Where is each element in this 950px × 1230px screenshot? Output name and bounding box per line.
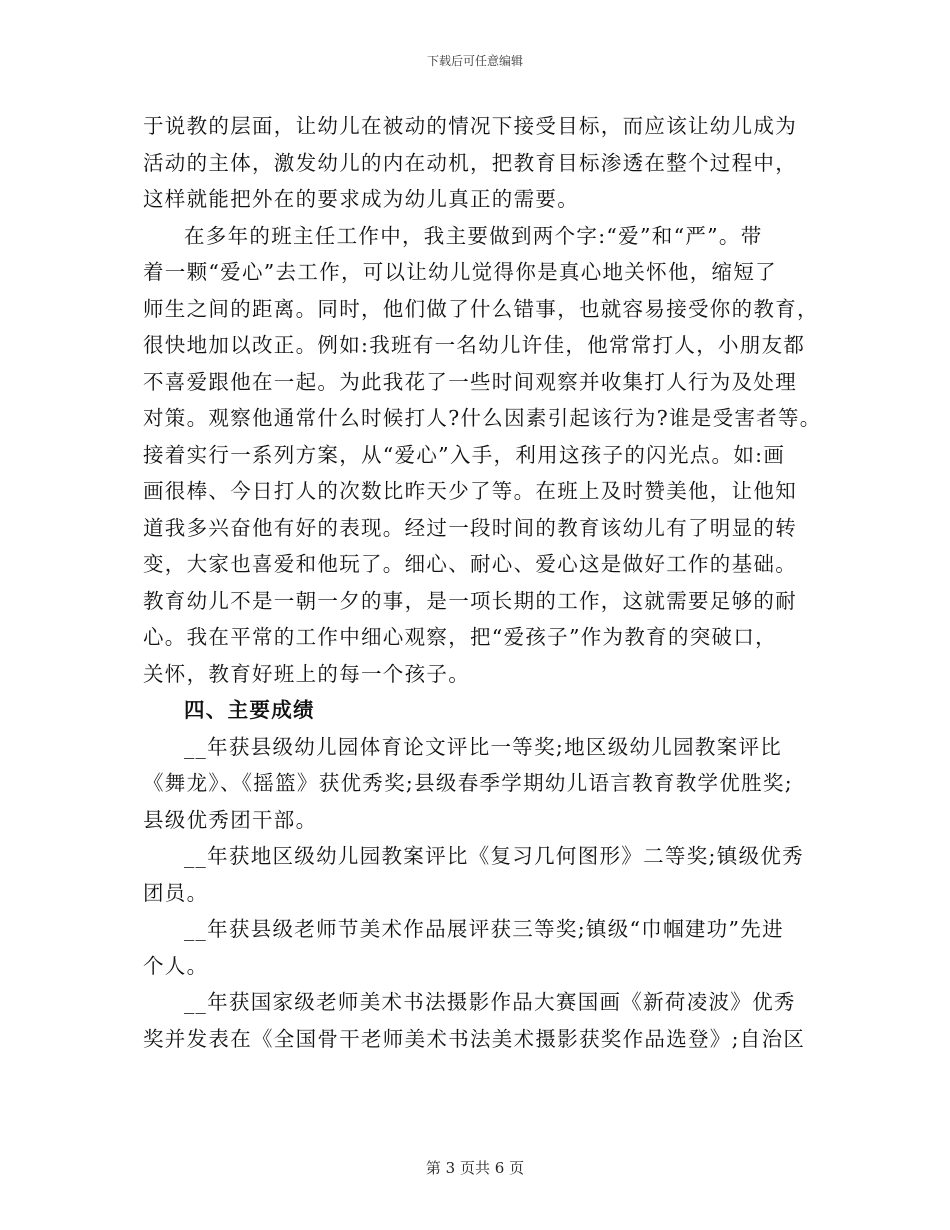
document-body — [143, 108, 822, 1057]
body-line: 师生之间的距离。同时，他们做了什么错事，也就容易接受你的教育， — [143, 296, 819, 321]
body-line: 画很棒、今日打人的次数比昨天少了等。在班上及时赞美他，让他知 — [143, 479, 797, 503]
body-line: 个人。 — [143, 953, 209, 978]
paragraph-first-line: __年获县级老师节美术作品展评获三等奖;镇级“巾帼建功”先进 — [184, 917, 784, 941]
body-line: 对策。观察他通常什么时候打人?什么因素引起该行为?谁是受害者等。 — [143, 406, 822, 430]
body-line: 教育幼儿不是一朝一夕的事，是一项长期的工作，这就需要足够的耐 — [143, 588, 797, 613]
paragraph-first-line: 在多年的班主任工作中，我主要做到两个字:“爱”和“严”。带 — [184, 223, 763, 248]
body-line: 很快地加以改正。例如:我班有一名幼儿许佳，他常常打人，小朋友都 — [143, 333, 806, 357]
paragraph-first-line: __年获县级幼儿园体育论文评比一等奖;地区级幼儿园教案评比 — [184, 734, 783, 759]
body-line: 团员。 — [143, 880, 209, 905]
page-number-footer: 第 3 页共 6 页 — [425, 1159, 525, 1177]
body-line: 着一颗“爱心”去工作，可以让幼儿觉得你是真心地关怀他，缩短了 — [143, 260, 777, 284]
body-line: 县级优秀团干部。 — [143, 807, 318, 832]
body-line: 心。我在平常的工作中细心观察，把“爱孩子”作为教育的突破口， — [143, 625, 777, 649]
body-line: 奖并发表在《全国骨干老师美术书法美术摄影获奖作品选登》;自治区 — [143, 1026, 806, 1051]
paragraph-first-line: __年获地区级幼儿园教案评比《复习几何图形》二等奖;镇级优秀 — [184, 844, 804, 868]
body-line: 这样就能把外在的要求成为幼儿真正的需要。 — [143, 187, 579, 211]
body-line: 不喜爱跟他在一起。为此我花了一些时间观察并收集打人行为及处理 — [143, 369, 797, 394]
body-line: 于说教的层面，让幼儿在被动的情况下接受目标，而应该让幼儿成为 — [143, 114, 797, 138]
body-line: 接着实行一系列方案，从“爱心”入手，利用这孩子的闪光点。如:画 — [143, 442, 786, 467]
body-line: 《舞龙》、《摇篮》获优秀奖;县级春季学期幼儿语言教育教学优胜奖; — [143, 771, 793, 795]
page-header: 下载后可任意编辑 — [426, 54, 523, 68]
section-heading: 四、主要成绩 — [184, 698, 315, 722]
body-line: 活动的主体，激发幼儿的内在动机，把教育目标渗透在整个过程中， — [143, 150, 797, 175]
paragraph-first-line: __年获国家级老师美术书法摄影作品大赛国画《新荷凌波》优秀 — [184, 990, 796, 1014]
body-line: 关怀，教育好班上的每一个孩子。 — [143, 661, 470, 686]
body-line: 道我多兴奋他有好的表现。经过一段时间的教育该幼儿有了明显的转 — [143, 515, 797, 540]
body-line: 变，大家也喜爱和他玩了。细心、耐心、爱心这是做好工作的基础。 — [143, 552, 797, 576]
